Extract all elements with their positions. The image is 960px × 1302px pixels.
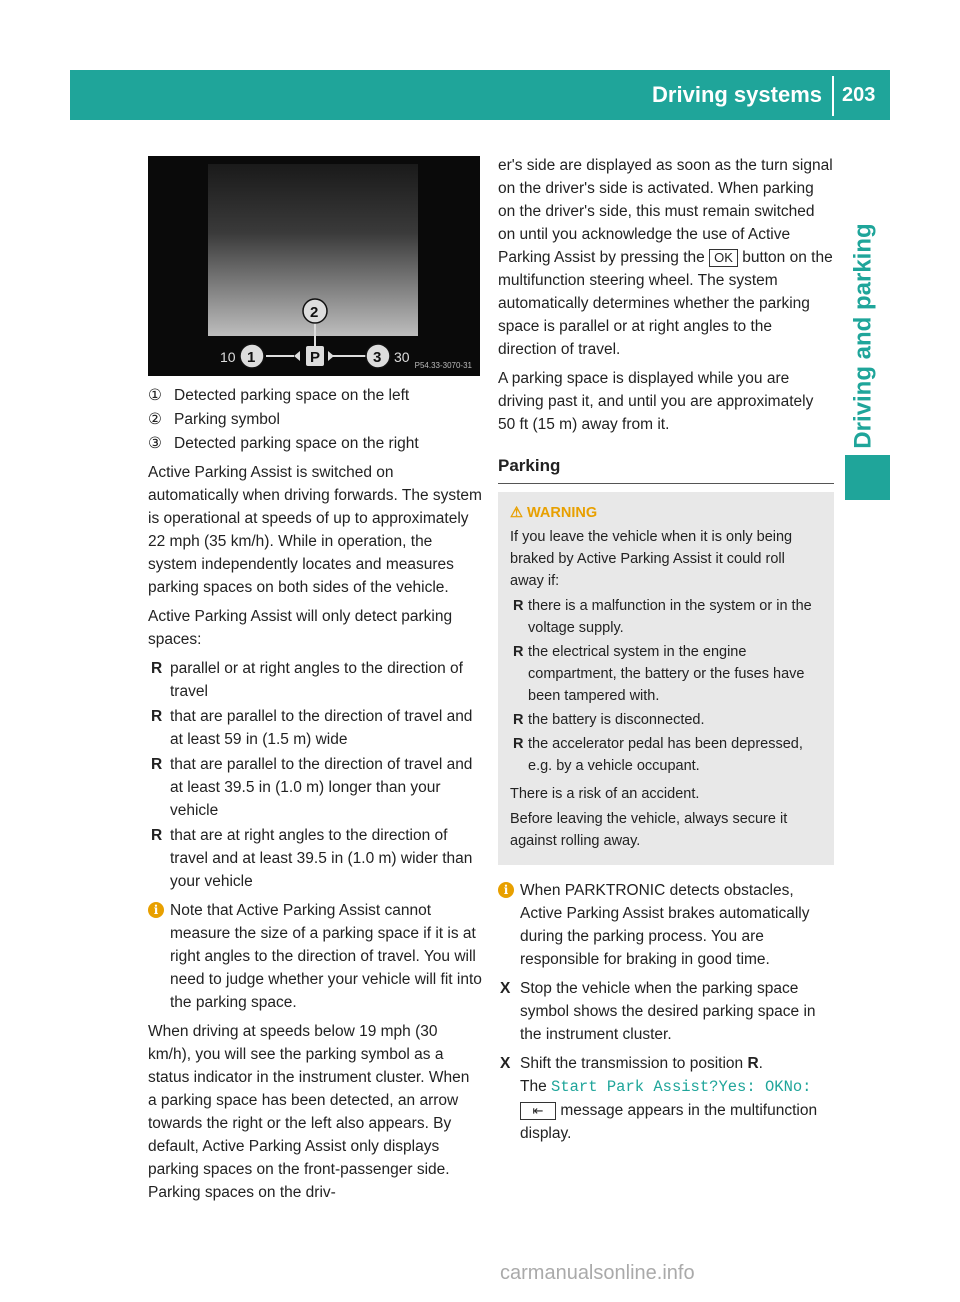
warning-secure: Before leaving the vehicle, always secure it against rolling away. bbox=[510, 811, 788, 849]
callout-3: 3 bbox=[373, 349, 382, 366]
legend-number: ② bbox=[148, 411, 162, 428]
warning-intro: If you leave the vehicle when it is only being braked by Active Parking Assist it could roll away if: bbox=[510, 529, 793, 589]
legend-text: Detected parking space on the left bbox=[174, 387, 410, 404]
warning-title-text: WARNING bbox=[527, 505, 598, 521]
callout-2: 2 bbox=[310, 304, 319, 321]
info-icon: i bbox=[148, 902, 164, 918]
list-item bbox=[148, 824, 482, 893]
step-arrow-icon: X bbox=[500, 980, 511, 997]
warning-list bbox=[510, 595, 822, 777]
paragraph: A parking space is displayed while you are driving past it, and until you are approximately 50 ft (15 m) away from it. bbox=[498, 370, 814, 433]
list-item-text: that are at right angles to the direction of travel and at least 39.5 in (1.0 m) wider than your vehicle bbox=[170, 827, 473, 890]
paragraph bbox=[498, 154, 834, 361]
legend-item bbox=[148, 408, 482, 431]
bullet-list bbox=[148, 657, 482, 893]
list-item bbox=[148, 705, 482, 751]
warning-box bbox=[498, 492, 834, 865]
warning-risk: There is a risk of an accident. bbox=[510, 786, 700, 802]
bullet-icon: R bbox=[151, 827, 163, 844]
header-divider bbox=[832, 76, 834, 116]
section-heading: Parking bbox=[498, 454, 834, 484]
right-arrow-icon bbox=[328, 351, 334, 361]
ok-button-icon: OK bbox=[709, 249, 738, 267]
gear-position: R bbox=[747, 1055, 759, 1072]
watermark: carmanualsonline.info bbox=[500, 1262, 695, 1284]
instruction-step: X Shift the transmission to position R. The Start Park Assist?Yes: OKNo: ⇤ message appears in the multifunction display. bbox=[498, 1052, 834, 1145]
note-text: Note that Active Parking Assist cannot measure the size of a parking space if it is at right angles to the direction of travel. You will need to judge whether your vehicle will fit into the parking space. bbox=[170, 902, 482, 1011]
paragraph-text: button on the multifunction steering wheel. The system automatically determines whether the parking space is parallel or at right angles to the direction of travel. bbox=[498, 249, 833, 358]
list-item bbox=[510, 641, 822, 707]
bullet-icon: R bbox=[513, 644, 524, 660]
bullet-icon: R bbox=[151, 756, 163, 773]
list-item bbox=[148, 657, 482, 703]
info-note bbox=[148, 899, 482, 1014]
bullet-icon: R bbox=[513, 712, 524, 728]
instrument-cluster-figure bbox=[148, 156, 480, 376]
legend-item bbox=[148, 432, 482, 455]
back-button-icon: ⇤ bbox=[520, 1102, 556, 1120]
figure-code: P54.33-3070-31 bbox=[414, 361, 472, 370]
left-arrow-icon bbox=[294, 351, 300, 361]
step-text: The bbox=[520, 1078, 547, 1095]
list-item-text: parallel or at right angles to the direction of travel bbox=[170, 660, 463, 700]
legend-text: Detected parking space on the right bbox=[174, 435, 419, 452]
display-message: Start Park Assist?Yes: OKNo: bbox=[551, 1078, 812, 1096]
scale-right: 30 bbox=[394, 349, 410, 365]
bullet-icon: R bbox=[151, 708, 163, 725]
legend-item bbox=[148, 384, 482, 407]
list-item bbox=[148, 753, 482, 822]
list-item bbox=[510, 709, 822, 731]
bullet-icon: R bbox=[513, 736, 524, 752]
list-item-text: there is a malfunction in the system or in the voltage supply. bbox=[528, 598, 812, 636]
info-icon: i bbox=[498, 882, 514, 898]
side-tab-label: Driving and parking bbox=[850, 223, 877, 449]
figure-overlay bbox=[148, 156, 480, 376]
side-tab bbox=[840, 223, 888, 449]
bullet-icon: R bbox=[151, 660, 163, 677]
list-item-text: the accelerator pedal has been depressed, e.g. by a vehicle occupant. bbox=[528, 736, 803, 774]
step-text: Stop the vehicle when the parking space symbol shows the desired parking space in the instrument cluster. bbox=[520, 980, 816, 1043]
side-tab-marker bbox=[845, 455, 890, 500]
info-note bbox=[498, 879, 834, 971]
list-item bbox=[510, 595, 822, 639]
left-column bbox=[148, 384, 482, 1210]
list-item-text: the electrical system in the engine compartment, the battery or the fuses have been tampered with. bbox=[528, 644, 805, 704]
instruction-step bbox=[498, 977, 834, 1046]
paragraph: Active Parking Assist will only detect parking spaces: bbox=[148, 608, 453, 648]
paragraph: When driving at speeds below 19 mph (30 km/h), you will see the parking symbol as a status indicator in the instrument cluster. When a parking space has been detected, an arrow towards the right or the left also appears. By default, Active Parking Assist only displays parking spaces on the front-passenger side. Parking spaces on the driv- bbox=[148, 1023, 470, 1201]
list-item-text: that are parallel to the direction of travel and at least 59 in (1.5 m) wide bbox=[170, 708, 473, 748]
list-item bbox=[510, 733, 822, 777]
note-text: When PARKTRONIC detects obstacles, Active Parking Assist brakes automatically during the parking process. You are responsible for braking in good time. bbox=[520, 882, 810, 968]
list-item-text: the battery is disconnected. bbox=[528, 712, 705, 728]
warning-title bbox=[510, 502, 822, 524]
paragraph: Active Parking Assist is switched on automatically when driving forwards. The system is operational at speeds of up to approximately 22 mph (35 km/h). While in operation, the system independently locates and measures parking spaces on both sides of the vehicle. bbox=[148, 464, 482, 596]
section-title: Driving systems bbox=[652, 82, 822, 107]
page-number: 203 bbox=[842, 84, 876, 106]
warning-triangle-icon: ⚠ bbox=[510, 505, 523, 521]
paragraph-text: er's side are displayed as soon as the turn signal on the driver's side is activated. When parking on the driver's side, this must remain switched on until you acknowledge the use of Active Parking Assist by pressing the bbox=[498, 157, 833, 266]
legend-number: ① bbox=[148, 387, 162, 404]
legend-text: Parking symbol bbox=[174, 411, 280, 428]
callout-1: 1 bbox=[247, 349, 256, 366]
step-text: Shift the transmission to position bbox=[520, 1055, 744, 1072]
bullet-icon: R bbox=[513, 598, 524, 614]
right-column bbox=[498, 154, 834, 1151]
scale-left: 10 bbox=[220, 349, 236, 365]
step-text: message appears in the multifunction display. bbox=[520, 1102, 818, 1142]
list-item-text: that are parallel to the direction of travel and at least 39.5 in (1.0 m) longer than your vehicle bbox=[170, 756, 473, 819]
parking-symbol-letter: P bbox=[310, 349, 321, 366]
step-arrow-icon: X bbox=[500, 1055, 511, 1072]
legend-number: ③ bbox=[148, 435, 162, 452]
